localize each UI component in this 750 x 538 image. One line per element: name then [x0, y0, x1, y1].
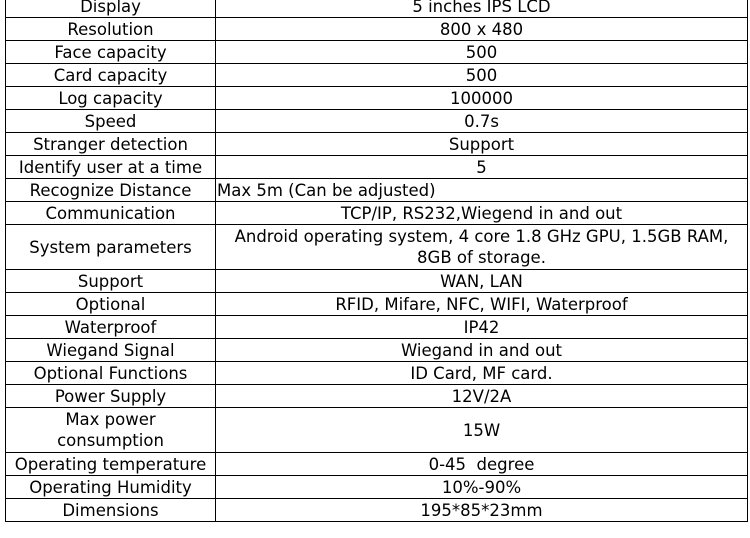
row-label: Stranger detection: [6, 133, 216, 156]
row-value: Max 5m (Can be adjusted): [216, 179, 748, 202]
table-row-power-supply: [6, 385, 748, 408]
row-value: 5 inches IPS LCD: [216, 0, 748, 18]
row-value: 10%-90%: [216, 476, 748, 499]
row-label: Recognize Distance: [6, 179, 216, 202]
row-label: Resolution: [6, 18, 216, 41]
table-row-speed: [6, 110, 748, 133]
row-value: Support: [216, 133, 748, 156]
table-row-stranger-detection: [6, 133, 748, 156]
row-value: Wiegand in and out: [216, 339, 748, 362]
table-row-communication: [6, 202, 748, 225]
table-row-operating-humidity: [6, 476, 748, 499]
specification-table-body: [6, 0, 748, 522]
row-value: WAN, LAN: [216, 270, 748, 293]
row-label: Operating Humidity: [6, 476, 216, 499]
table-row-display: [6, 0, 748, 18]
row-label: Wiegand Signal: [6, 339, 216, 362]
row-value: 500: [216, 64, 748, 87]
row-label: Operating temperature: [6, 453, 216, 476]
row-value: 15W: [216, 408, 748, 453]
row-value: 195*85*23mm: [216, 499, 748, 522]
spec-sheet: [5, 0, 747, 522]
table-row-resolution: [6, 18, 748, 41]
table-row-operating-temperature: [6, 453, 748, 476]
table-row-log-capacity: [6, 87, 748, 110]
row-value: 0.7s: [216, 110, 748, 133]
row-label: Optional: [6, 293, 216, 316]
specification-table: [5, 0, 748, 522]
table-row-support: [6, 270, 748, 293]
row-value: ID Card, MF card.: [216, 362, 748, 385]
table-row-waterproof: [6, 316, 748, 339]
table-row-card-capacity: [6, 64, 748, 87]
row-value: Android operating system, 4 core 1.8 GHz GPU, 1.5GB RAM, 8GB of storage.: [216, 225, 748, 270]
table-row-wiegand-signal: [6, 339, 748, 362]
table-row-dimensions: [6, 499, 748, 522]
row-label: System parameters: [6, 225, 216, 270]
row-label: Communication: [6, 202, 216, 225]
row-value: TCP/IP, RS232,Wiegend in and out: [216, 202, 748, 225]
table-row-identify-user: [6, 156, 748, 179]
row-label: Face capacity: [6, 41, 216, 64]
row-label: Identify user at a time: [6, 156, 216, 179]
table-row-optional: [6, 293, 748, 316]
row-value: RFID, Mifare, NFC, WIFI, Waterproof: [216, 293, 748, 316]
row-label: Optional Functions: [6, 362, 216, 385]
table-row-optional-functions: [6, 362, 748, 385]
row-value: 12V/2A: [216, 385, 748, 408]
row-label: Speed: [6, 110, 216, 133]
table-row-max-power: [6, 408, 748, 453]
row-label: Waterproof: [6, 316, 216, 339]
row-value: IP42: [216, 316, 748, 339]
row-value: 0-45 degree: [216, 453, 748, 476]
table-row-face-capacity: [6, 41, 748, 64]
row-value: 500: [216, 41, 748, 64]
row-label: Display: [6, 0, 216, 18]
row-label: Dimensions: [6, 499, 216, 522]
row-label: Card capacity: [6, 64, 216, 87]
row-label: Log capacity: [6, 87, 216, 110]
row-label: Power Supply: [6, 385, 216, 408]
row-value: 100000: [216, 87, 748, 110]
row-value: 5: [216, 156, 748, 179]
row-label: Support: [6, 270, 216, 293]
row-value: 800 x 480: [216, 18, 748, 41]
table-row-recognize-distance: [6, 179, 748, 202]
table-row-system-parameters: [6, 225, 748, 270]
row-label: Max power consumption: [6, 408, 216, 453]
